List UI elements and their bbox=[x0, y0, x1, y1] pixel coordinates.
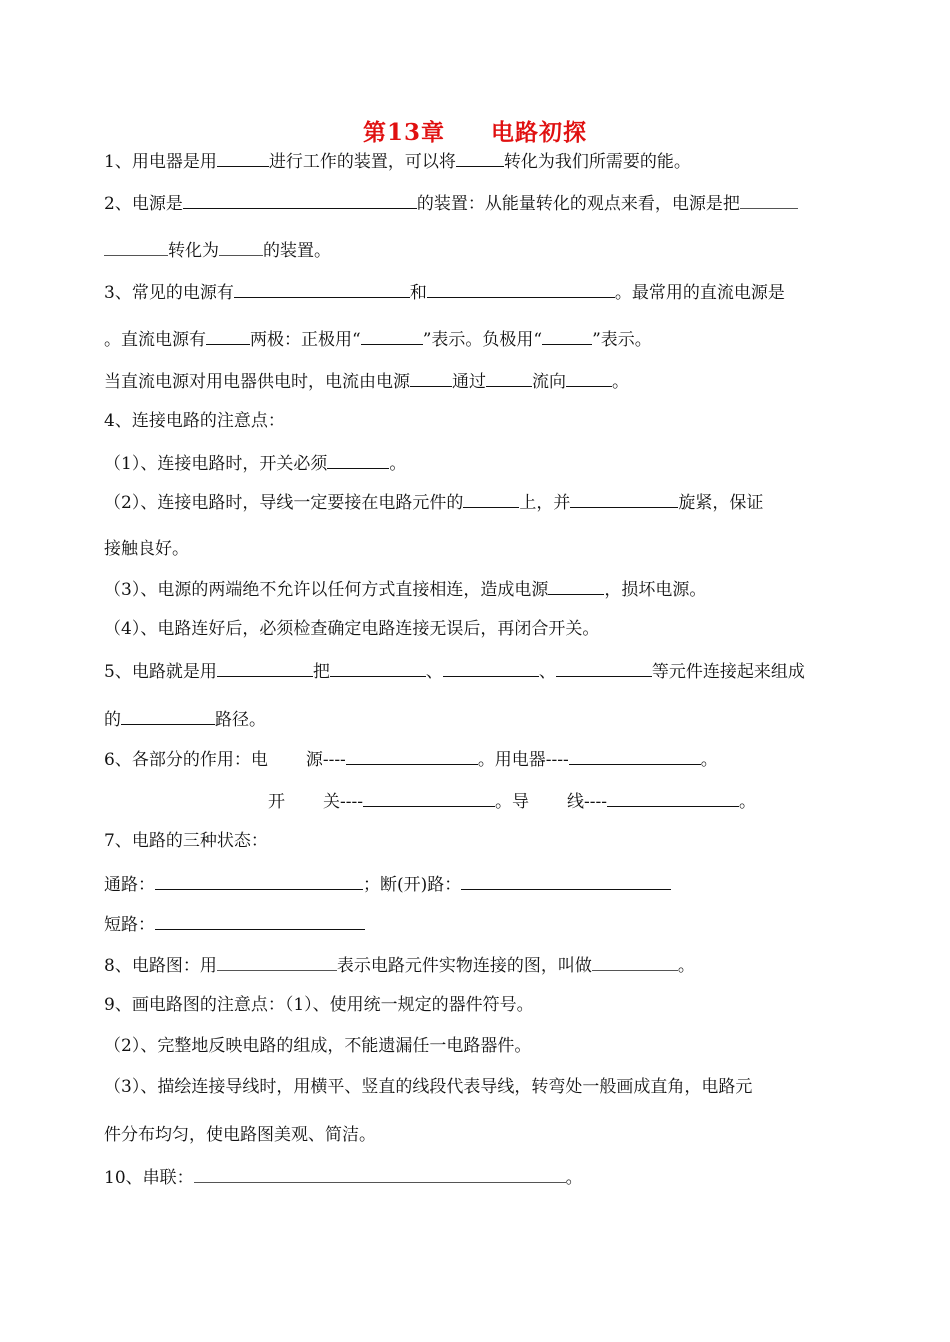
answer-blank[interactable] bbox=[542, 326, 592, 345]
question-7-short: 短路： bbox=[104, 911, 365, 937]
answer-blank[interactable] bbox=[346, 746, 478, 765]
question-4-item-2: （2）、连接电路时，导线一定要接在电路元件的 上，并 旋紧，保证 bbox=[104, 489, 763, 515]
answer-blank[interactable] bbox=[443, 658, 539, 677]
answer-blank[interactable] bbox=[548, 576, 604, 595]
question-4-item-2-cont: 接触良好。 bbox=[104, 539, 189, 559]
answer-blank[interactable] bbox=[566, 368, 612, 387]
answer-blank[interactable] bbox=[570, 489, 678, 508]
question-7: 7、电路的三种状态： bbox=[104, 831, 268, 851]
answer-blank[interactable] bbox=[234, 279, 410, 298]
answer-blank[interactable] bbox=[363, 788, 495, 807]
question-9-item-3-cont: 件分布均匀，使电路图美观、简洁。 bbox=[104, 1125, 376, 1145]
question-9-item-2: （2）、完整地反映电路的组成，不能遗漏任一电路器件。 bbox=[104, 1036, 532, 1056]
answer-blank[interactable] bbox=[217, 148, 269, 167]
answer-blank[interactable] bbox=[592, 952, 678, 971]
answer-blank[interactable] bbox=[461, 871, 671, 890]
answer-blank[interactable] bbox=[463, 489, 519, 508]
question-5-cont: 的 路径。 bbox=[104, 706, 266, 732]
answer-blank[interactable] bbox=[194, 1164, 566, 1183]
answer-blank[interactable] bbox=[361, 326, 423, 345]
question-6: 6、各部分的作用：电 源---- 。用电器---- 。 bbox=[104, 746, 718, 772]
chapter-topic: 电路初探 bbox=[491, 119, 587, 146]
answer-blank[interactable] bbox=[569, 746, 701, 765]
question-9: 9、画电路图的注意点：（1）、使用统一规定的器件符号。 bbox=[104, 995, 534, 1015]
page-title bbox=[0, 114, 950, 147]
chapter-number: 第13章 bbox=[362, 119, 445, 146]
answer-blank[interactable] bbox=[327, 450, 389, 469]
answer-blank[interactable] bbox=[206, 326, 250, 345]
question-3: 3、常见的电源有 和 。最常用的直流电源是 bbox=[104, 279, 785, 305]
answer-blank[interactable] bbox=[155, 871, 363, 890]
question-2-cont: 转化为 的装置。 bbox=[104, 237, 331, 263]
question-1: 1、用电器是用 进行工作的装置，可以将 转化为我们所需要的能。 bbox=[104, 148, 691, 174]
answer-blank[interactable] bbox=[486, 368, 532, 387]
question-7-open-closed: 通路： ；断(开)路： bbox=[104, 871, 671, 897]
answer-blank[interactable] bbox=[155, 911, 365, 930]
answer-blank[interactable] bbox=[217, 658, 313, 677]
question-4-item-3: （3）、电源的两端绝不允许以任何方式直接相连，造成电源 ，损坏电源。 bbox=[104, 576, 706, 602]
question-10: 10、串联： 。 bbox=[104, 1164, 583, 1190]
answer-blank[interactable] bbox=[104, 237, 168, 256]
answer-blank[interactable] bbox=[456, 148, 504, 167]
answer-blank[interactable] bbox=[607, 788, 739, 807]
question-3-cont: 。直流电源有 两极：正极用“ ”表示。负极用“ ”表示。 bbox=[104, 326, 652, 352]
answer-blank[interactable] bbox=[556, 658, 652, 677]
question-4: 4、连接电路的注意点： bbox=[104, 411, 285, 431]
question-3-cont2: 当直流电源对用电器供电时，电流由电源 通过 流向 。 bbox=[104, 368, 629, 394]
answer-blank[interactable] bbox=[121, 706, 215, 725]
question-4-item-4: （4）、电路连好后，必须检查确定电路连接无误后，再闭合开关。 bbox=[104, 619, 600, 639]
question-6-cont: 开 关---- 。导 线---- 。 bbox=[268, 788, 756, 814]
answer-blank[interactable] bbox=[427, 279, 615, 298]
question-5: 5、电路就是用 把 、 、 等元件连接起来组成 bbox=[104, 658, 805, 684]
answer-blank[interactable] bbox=[217, 952, 337, 971]
question-8: 8、电路图：用 表示电路元件实物连接的图，叫做 。 bbox=[104, 952, 695, 978]
answer-blank[interactable] bbox=[740, 190, 798, 209]
answer-blank[interactable] bbox=[330, 658, 426, 677]
question-2: 2、电源是 的装置：从能量转化的观点来看，电源是把 bbox=[104, 190, 798, 216]
answer-blank[interactable] bbox=[219, 237, 263, 256]
question-4-item-1: （1）、连接电路时，开关必须 。 bbox=[104, 450, 406, 476]
answer-blank[interactable] bbox=[410, 368, 452, 387]
question-9-item-3: （3）、描绘连接导线时，用横平、竖直的线段代表导线，转弯处一般画成直角，电路元 bbox=[104, 1077, 753, 1097]
answer-blank[interactable] bbox=[183, 190, 417, 209]
